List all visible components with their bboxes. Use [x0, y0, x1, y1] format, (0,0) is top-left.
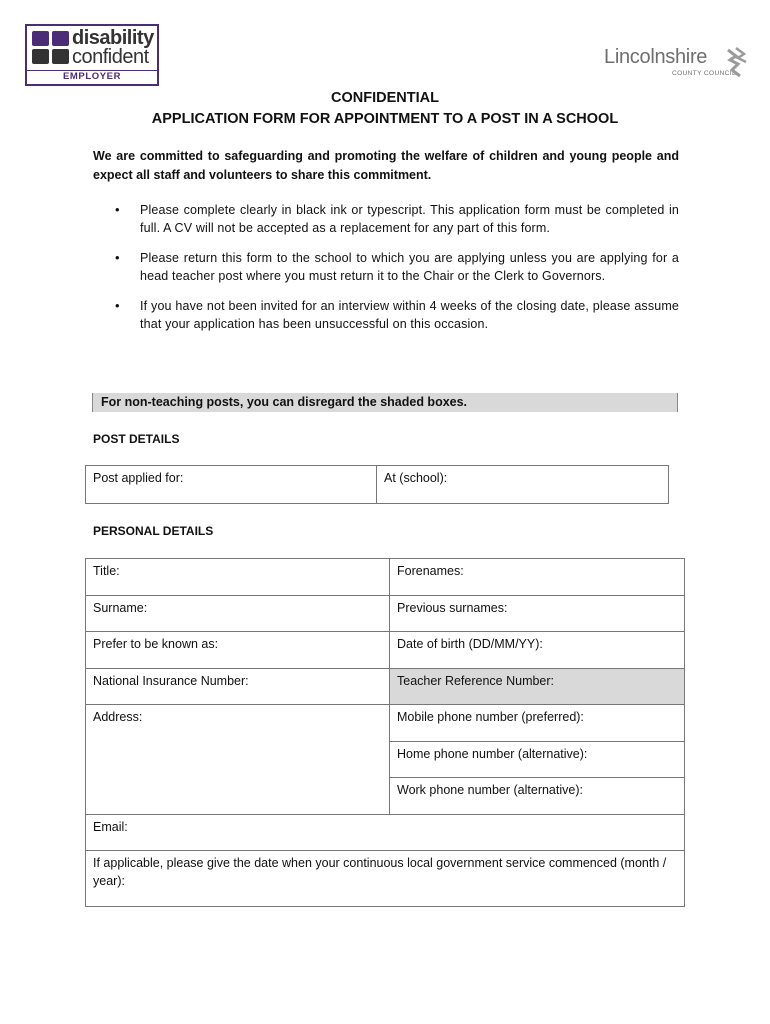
- safeguarding-statement: We are committed to safeguarding and promoting the welfare of children and young people and expect all staff and volunteers to share this commitment.: [93, 149, 679, 182]
- mobile-phone-field[interactable]: Mobile phone number (preferred):: [390, 705, 685, 742]
- disability-confident-logo: [25, 24, 159, 86]
- work-phone-field[interactable]: Work phone number (alternative):: [390, 778, 685, 815]
- instruction-item: • If you have not been invited for an interview within 4 weeks of the closing date, please assume that your application has been unsuccessful on this occasion.: [93, 297, 679, 333]
- personal-details-heading: PERSONAL DETAILS: [93, 524, 214, 538]
- email-field[interactable]: Email:: [86, 814, 685, 851]
- instruction-item: • Please return this form to the school to which you are applying unless you are applying for a head teacher post where you must return it to the Chair or the Clerk to Governors.: [93, 249, 679, 285]
- known-as-field[interactable]: Prefer to be known as:: [86, 632, 390, 669]
- instruction-item: • Please complete clearly in black ink or typescript. This application form must be completed in full. A CV will not be accepted as a replacement for any part of this form.: [93, 201, 679, 237]
- logo-word-confident: confident: [72, 46, 149, 68]
- school-field[interactable]: At (school):: [377, 466, 669, 504]
- dob-field[interactable]: Date of birth (DD/MM/YY):: [390, 632, 685, 669]
- council-subtitle: COUNTY COUNCIL: [672, 70, 736, 77]
- surname-field[interactable]: Surname:: [86, 595, 390, 632]
- ni-number-field[interactable]: National Insurance Number:: [86, 668, 390, 705]
- post-details-heading: POST DETAILS: [93, 432, 180, 446]
- title-field[interactable]: Title:: [86, 559, 390, 596]
- post-details-table: [85, 465, 669, 504]
- form-title: APPLICATION FORM FOR APPOINTMENT TO A POST IN A SCHOOL: [151, 111, 619, 127]
- home-phone-field[interactable]: Home phone number (alternative):: [390, 741, 685, 778]
- service-date-field[interactable]: If applicable, please give the date when your continuous local government service commenced (month / year):: [86, 851, 685, 907]
- personal-details-table: [85, 558, 685, 907]
- council-name: Lincolnshire: [604, 46, 708, 68]
- teacher-reference-field[interactable]: Teacher Reference Number:: [390, 668, 685, 705]
- logo-word-disability: disability: [72, 27, 154, 49]
- forenames-field[interactable]: Forenames:: [390, 559, 685, 596]
- lincolnshire-logo: [600, 46, 752, 86]
- logo-word-employer: EMPLOYER: [27, 70, 157, 84]
- confidential-heading: CONFIDENTIAL: [331, 90, 439, 106]
- council-crest-icon: [724, 46, 750, 80]
- previous-surnames-field[interactable]: Previous surnames:: [390, 595, 685, 632]
- shaded-boxes-note: For non-teaching posts, you can disregard the shaded boxes.: [92, 393, 678, 412]
- address-field[interactable]: Address:: [86, 705, 390, 815]
- instructions-list: [93, 201, 679, 345]
- post-applied-field[interactable]: Post applied for:: [86, 466, 377, 504]
